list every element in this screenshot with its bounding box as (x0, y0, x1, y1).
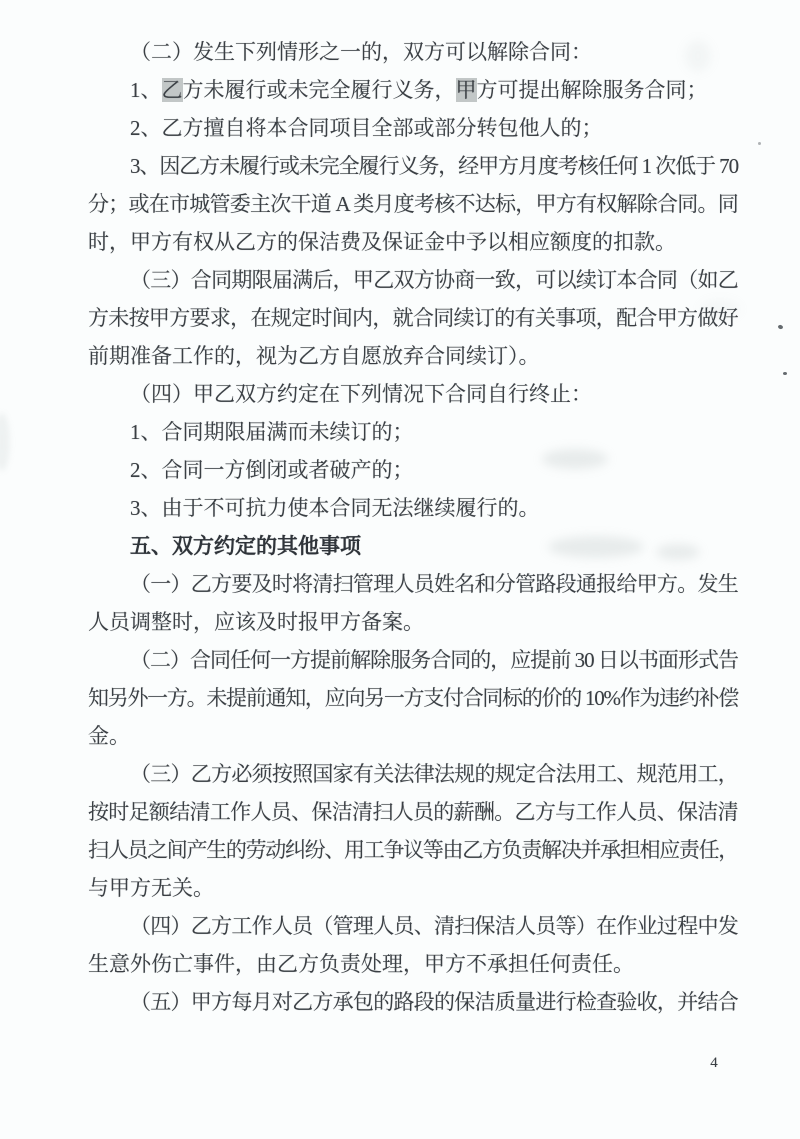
form-field-highlight: 乙 (161, 78, 183, 102)
clause-ii-item2 (88, 109, 738, 147)
text-segment: 人员调整时，应该及时报甲方备案。 (88, 610, 424, 634)
scan-speck (758, 142, 761, 145)
scan-speck (777, 324, 783, 329)
text-segment: 五、双方约定的其他事项 (130, 534, 361, 558)
text-segment: （一）乙方要及时将清扫管理人员姓名和分管路段通报给甲方。发生 (130, 572, 738, 596)
clause-v3-l4 (88, 869, 738, 907)
scan-speck (783, 372, 787, 375)
form-field-highlight: 甲 (455, 78, 477, 102)
clause-ii-item3-l1 (88, 147, 738, 185)
text-segment: （四）甲乙双方约定在下列情况下合同自行终止： (130, 382, 592, 406)
text-segment: 2、乙方擅自将本合同项目全部或部分转包他人的； (130, 116, 603, 140)
text-segment: 1、 (130, 78, 162, 102)
text-segment: 按时足额结清工作人员、保洁清扫人员的薪酬。乙方与工作人员、保洁清 (88, 800, 738, 824)
clause-v3-l3 (88, 831, 738, 869)
clause-v3-l2 (88, 793, 738, 831)
clause-ii-item3-l2 (88, 185, 738, 223)
text-segment: （五）甲方每月对乙方承包的路段的保洁质量进行检查验收，并结合 (130, 990, 738, 1014)
text-segment: 方可提出解除服务合同； (476, 78, 708, 102)
clause-iv-item3 (88, 489, 738, 527)
text-segment: （三）乙方必须按照国家有关法律法规的规定合法用工、规范用工， (130, 762, 738, 786)
clause-v2-l3 (88, 717, 738, 755)
text-segment: 3、因乙方未履行或未完全履行义务，经甲方月度考核任何 1 次低于 70 (130, 154, 738, 178)
text-segment: 知另外一方。未提前通知，应向另一方支付合同标的价的 10%作为违约补偿 (88, 686, 738, 710)
clause-v1-l2 (88, 603, 738, 641)
text-segment: （三）合同期限届满后，甲乙双方协商一致，可以续订本合同（如乙 (130, 268, 738, 292)
scan-smudge (0, 413, 10, 471)
clause-ii-intro (88, 33, 738, 71)
clause-v3-l1 (88, 755, 738, 793)
text-segment: 时，甲方有权从乙方的保洁费及保证金中予以相应额度的扣款。 (88, 230, 676, 254)
text-segment: 与甲方无关。 (88, 876, 214, 900)
clause-v4-l2 (88, 945, 738, 983)
clause-iii-l2 (88, 299, 738, 337)
clause-iii-l1 (88, 261, 738, 299)
clause-v4-l1 (88, 907, 738, 945)
clause-v5-l1 (88, 983, 738, 1021)
document-body (88, 33, 738, 1021)
text-segment: （二）合同任何一方提前解除服务合同的，应提前 30 日以书面形式告 (130, 648, 738, 672)
text-segment: 生意外伤亡事件，由乙方负责处理，甲方不承担任何责任。 (88, 952, 634, 976)
text-segment: 方未按甲方要求，在规定时间内，就合同续订的有关事项，配合甲方做好 (88, 306, 738, 330)
text-segment: 前期准备工作的，视为乙方自愿放弃合同续订）。 (88, 344, 540, 368)
clause-ii-item1 (88, 71, 738, 109)
text-segment: 扫人员之间产生的劳动纠纷、用工争议等由乙方负责解决并承担相应责任， (88, 838, 738, 862)
page-number: 4 (710, 1055, 718, 1071)
clause-ii-item3-l3 (88, 223, 738, 261)
clause-iv-intro (88, 375, 738, 413)
text-segment: 方未履行或未完全履行义务， (182, 78, 456, 102)
text-segment: （二）发生下列情形之一的，双方可以解除合同： (130, 40, 592, 64)
clause-v2-l2 (88, 679, 738, 717)
text-segment: （四）乙方工作人员（管理人员、清扫保洁人员等）在作业过程中发 (130, 914, 738, 938)
clause-iv-item2 (88, 451, 738, 489)
text-segment: 2、合同一方倒闭或者破产的； (130, 458, 414, 482)
text-segment: 3、由于不可抗力使本合同无法继续履行的。 (130, 496, 540, 520)
text-segment: 1、合同期限届满而未续订的； (130, 420, 414, 444)
clause-iii-l3 (88, 337, 738, 375)
clause-iv-item1 (88, 413, 738, 451)
text-segment: 金。 (88, 724, 130, 748)
text-segment: 分；或在市城管委主次干道 A 类月度考核不达标，甲方有权解除合同。同 (88, 192, 738, 216)
clause-v1-l1 (88, 565, 738, 603)
section-v-heading (88, 527, 738, 565)
clause-v2-l1 (88, 641, 738, 679)
